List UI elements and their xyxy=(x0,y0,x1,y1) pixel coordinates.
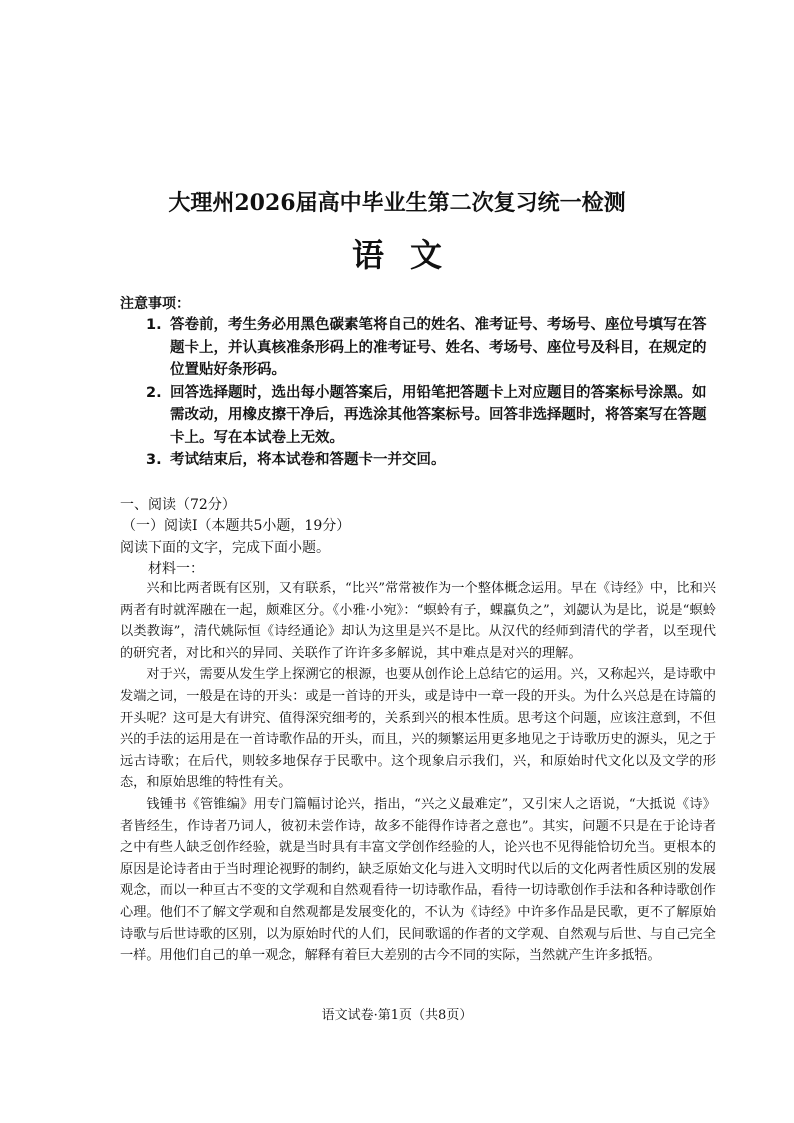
notice-item xyxy=(146,314,716,382)
material-label: 材料一： xyxy=(148,561,204,577)
section-heading: 一、阅读（72分） xyxy=(120,497,236,513)
notice-list xyxy=(146,314,716,472)
notice-text: 答卷前，考生务必用黑色碳素笔将自己的姓名、准考证号、考场号、座位号填写在答题卡上，并认真核准条形码上的准考证号、姓名、考场号、座位号及科目，在规定的位置贴好条形码。 xyxy=(170,317,707,378)
exam-title: 大理州2026届高中毕业生第二次复习统一检测 xyxy=(168,190,626,216)
passage-paragraph: 对于兴，需要从发生学上探溯它的根源，也要从创作论上总结它的运用。兴，又称起兴，是诗歌中发端之词，一般是在诗的开头：或是一首诗的开头，或是诗中一章一段的开头。为什么兴总是在诗篇的开头呢？这可是大有讲究、值得深究细考的，关系到兴的根本性质。思考这个问题，应该注意到，不但兴的手法的运用是在一首诗歌作品的开头，而且，兴的频繁运用更多地见之于诗歌历史的源头，见之于远古诗歌；在后代，则较多地保存于民歌中。这个现象启示我们，兴，和原始时代文化以及文学的形态，和原始思维的特性有关。 xyxy=(120,667,716,791)
notice-number: 3. xyxy=(146,452,162,468)
notice-item xyxy=(146,449,716,472)
passage-paragraph: 兴和比两者既有区别，又有联系，“比兴”常常被作为一个整体概念运用。早在《诗经》中，比和兴两者有时就浑融在一起，颇难区分。《小雅·小宛》：“螟蛉有子，蜾蠃负之”，刘勰认为是比，说是“螟蛉以类教诲”，清代姚际恒《诗经通论》却认为这里是兴不是比。从汉代的经师到清代的学者，以至现代的研究者，对比和兴的异同、关联作了许许多多解说，其中难点是对兴的理解。 xyxy=(120,581,716,661)
notice-item xyxy=(146,382,716,450)
notice-number: 1. xyxy=(146,317,162,333)
page-footer: 语文试卷·第1页（共8页） xyxy=(321,1008,473,1023)
part-heading: （一）阅读Ⅰ（本题共5小题，19分） xyxy=(122,518,351,534)
notice-text: 回答选择题时，选出每小题答案后，用铅笔把答题卡上对应题目的答案标号涂黑。如需改动，用橡皮擦干净后，再选涂其他答案标号。回答非选择题时，将答案写在答题卡上。写在本试卷上无效。 xyxy=(170,384,707,446)
notice-number: 2. xyxy=(146,384,162,401)
notice-text: 考试结束后，将本试卷和答题卡一并交回。 xyxy=(170,452,446,468)
notice-heading: 注意事项： xyxy=(120,296,190,312)
subject-title: 语文 xyxy=(351,236,468,274)
passage-paragraph: 钱锺书《管锥编》用专门篇幅讨论兴，指出，“兴之义最难定”，又引宋人之语说，“大抵说《诗》者皆经生，作诗者乃词人，彼初未尝作诗，故多不能得作诗者之意也”。其实，问题不只是在于论诗者之中有些人缺乏创作经验，就是当时具有丰富文学创作经验的人，论兴也不见得能恰切允当。更根本的原因是论诗者由于当时理论视野的制约，缺乏原始文化与进入文明时代以后的文化两者性质区别的发展观念，而以一种亘古不变的文学观和自然观看待一切诗歌作品，看待一切诗歌创作手法和各种诗歌创作心理。他们不了解文学观和自然观都是发展变化的，不认为《诗经》中许多作品是民歌，更不了解原始诗歌与后世诗歌的区别，以为原始时代的人们，民间歌谣的作者的文学观、自然观与后世、与自己完全一样。用他们自己的单一观念，解释有着巨大差别的古今不同的实际，当然就产生许多抵牾。 xyxy=(120,796,716,964)
reading-instruction: 阅读下面的文字，完成下面小题。 xyxy=(120,540,330,556)
passage xyxy=(120,578,716,967)
